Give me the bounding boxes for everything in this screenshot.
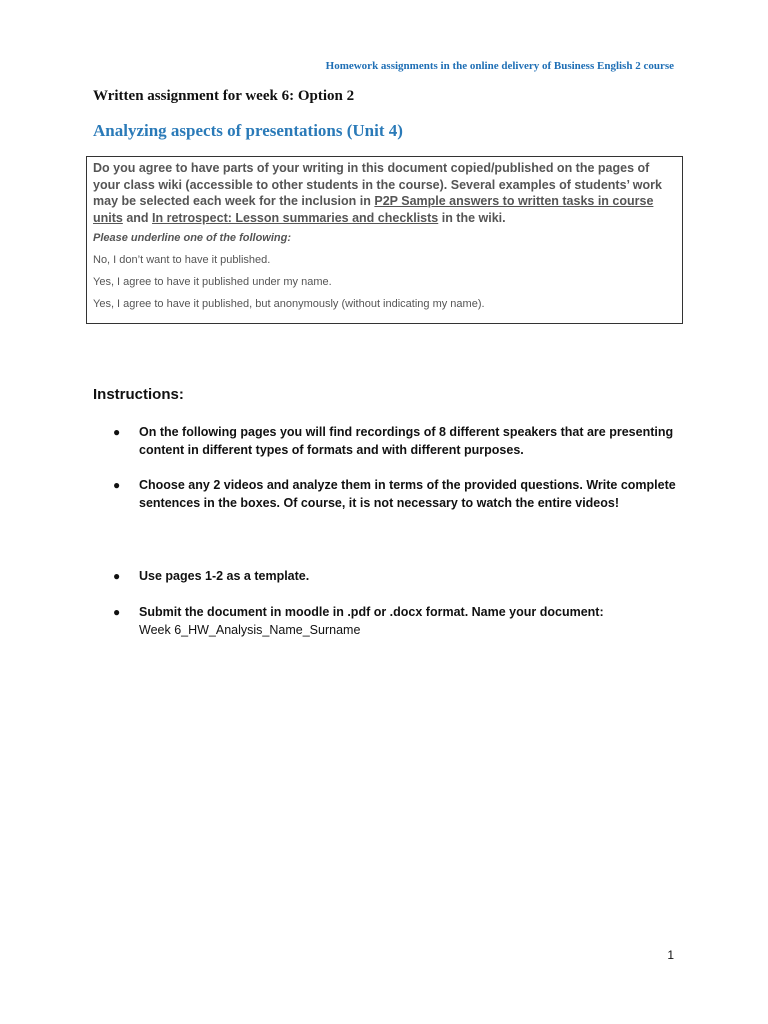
instructions-heading: Instructions: — [93, 386, 184, 403]
consent-text-after: in the wiki. — [438, 210, 506, 225]
in-retrospect-link[interactable]: In retrospect: Lesson summaries and checklists — [152, 210, 439, 225]
consent-option-yes-anonymous[interactable]: Yes, I agree to have it published, but anonymously (without indicating my name). — [93, 298, 485, 310]
bullet-icon: ● — [113, 569, 121, 583]
p2p-sample-answers-link[interactable]: P2P Sample answers to written tasks in course units — [93, 194, 654, 225]
instruction-item — [113, 424, 673, 464]
consent-text-middle: and — [122, 210, 153, 225]
instruction-item — [113, 604, 673, 644]
consent-text — [93, 160, 676, 226]
instruction-item — [113, 477, 676, 533]
bullet-icon: ● — [113, 605, 121, 619]
instruction-item — [113, 568, 673, 588]
instruction-text-block — [139, 604, 679, 639]
consent-option-yes-named[interactable]: Yes, I agree to have it published under my name. — [93, 276, 332, 288]
assignment-title: Written assignment for week 6: Option 2 — [93, 88, 355, 104]
bullet-icon: ● — [113, 478, 121, 492]
instruction-text: Use pages 1-2 as a template. — [139, 569, 310, 583]
consent-option-no[interactable]: No, I don’t want to have it published. — [93, 254, 271, 266]
document-name-format: Week 6_HW_Analysis_Name_Surname — [139, 622, 361, 637]
instruction-text: On the following pages you will find recordings of 8 different speakers that are presenting content in different types of formats and with different purposes. — [139, 425, 674, 457]
consent-instruction: Please underline one of the following: — [93, 232, 292, 244]
unit-title: Analyzing aspects of presentations (Unit 4) — [93, 121, 403, 140]
instruction-text: Submit the document in moodle in .pdf or .docx format. Name your document: — [139, 605, 604, 619]
instruction-text: Choose any 2 videos and analyze them in terms of the provided questions. Write complete sentences in the boxes. Of course, it is not necessary to watch the entire videos! — [139, 478, 676, 510]
page-number: 1 — [667, 948, 674, 962]
header-note: Homework assignments in the online delivery of Business English 2 course — [325, 60, 674, 72]
consent-text-before: Do you agree to have parts of your writing in this document copied/published on the pages of your class wiki (accessible to other students in the course). Several examples of students’ work may be selected each week for the inclusion in — [93, 161, 662, 208]
bullet-icon: ● — [113, 425, 121, 439]
consent-box — [86, 156, 683, 324]
